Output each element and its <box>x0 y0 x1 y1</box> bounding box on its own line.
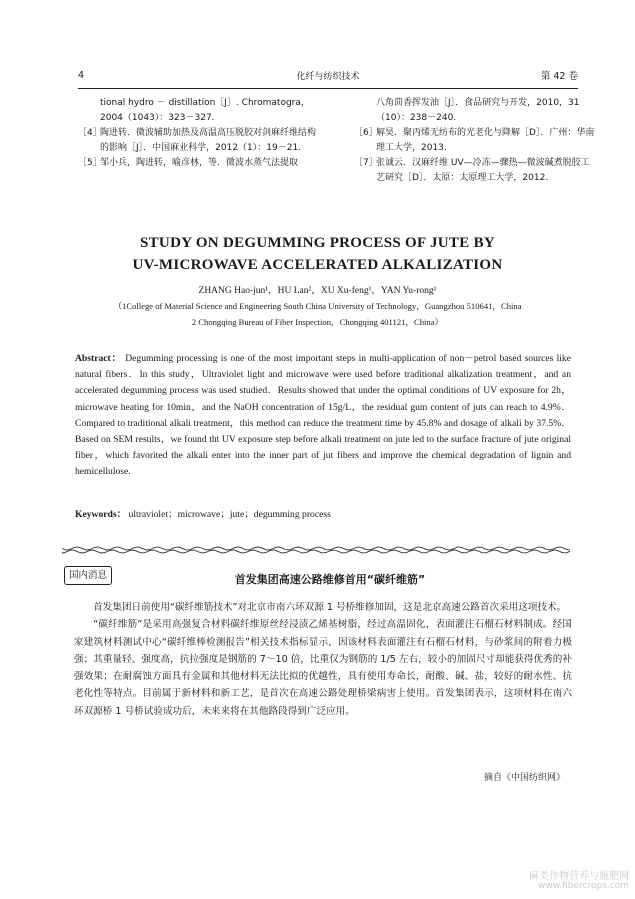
news-paragraph: 首发集团日前使用“碳纤维筋技术”对北京市南六环双源 1 号桥维修加固，这是北京高速公路首次采用这项技术。 <box>93 602 567 613</box>
keywords-label: Keywords： <box>75 509 127 520</box>
author-list: ZHANG Hao-jun¹，HU Lan²，XU Xu-feng¹，YAN Yu-rong¹ <box>198 286 437 296</box>
article-title-line: STUDY ON DEGUMMING PROCESS OF JUTE BY <box>139 235 495 251</box>
reference-item <box>78 126 321 156</box>
abstract-label: Abstract： <box>75 353 122 364</box>
reference-number: ［4］ <box>78 128 102 138</box>
wavy-divider <box>62 545 572 555</box>
news-category-tag: 国内消息 <box>64 566 112 585</box>
news-source: 摘自《中国纺织网》 <box>483 773 565 783</box>
reference-item <box>354 96 597 126</box>
reference-text: 陶进转．微波辅助加热及高温高压脱胶对剑麻纤维结构的影响［J］．中国麻业科学，2012（1）：19－21. <box>100 128 317 153</box>
page-number: 4 <box>78 70 85 81</box>
running-header <box>78 68 578 84</box>
keywords <box>75 506 571 520</box>
reference-text: 张诚云．汉麻纤维 UV—冷冻—骤热—微波碱煮脱胶工艺研究［D］．太原：太原理工大学，2012. <box>376 158 590 183</box>
reference-number: ［6］ <box>354 128 378 138</box>
reference-text: 解昊．聚丙烯无纺布的光老化与降解［D］．广州：华南理工大学，2013. <box>376 128 595 153</box>
reference-number: ［7］ <box>354 158 378 168</box>
journal-name: 化纤与纺织技术 <box>296 72 360 82</box>
reference-text: 邹小兵，陶进转，喻彦林，等．微波水蒸气法提取 <box>100 158 299 168</box>
reference-text: 八角茴香挥发油［J］．食品研究与开发，2010，31（10）：238－240. <box>376 98 580 123</box>
abstract-text: Degumming processing is one of the most important steps in multi-application of non－petrol based sources like natural fibers．In this study，Ultraviolet light and microwave were used before traditional alkalization treatment，and an accelerated degumming process was used studied．Results showed that under the optimal conditions of UV exposure for 2h，microwave heating for 10min，and the NaOH concentration of 15g/L，the residual gum content of juts can reach to 4.9%．Compared to traditional alkali treatment，this method can reduce the treatment time by 45.8% and dosage of alkali by 37.5%．Based on SEM results，we found tht UV exposure step before alkali treatment on jute led to the surface fracture of jute original fiber，which favorited the alkali enter into the inner part of jut fibers and improve the chemical degradation of lignin and hemicellulose. <box>75 353 571 478</box>
reference-item <box>78 96 321 126</box>
keywords-text: ultraviolet；microwave；jute；degumming process <box>128 509 331 520</box>
reference-item <box>78 156 321 171</box>
header-rule <box>78 88 578 89</box>
reference-item <box>354 126 597 156</box>
watermark-text: 麻类作物营养与施肥网 <box>529 871 629 882</box>
article-title-line: UV-MICROWAVE ACCELERATED ALKALIZATION <box>132 257 503 273</box>
affiliation: 2 Chongqing Bureau of Fiber Inspection，Chongqing 401121，China） <box>191 317 444 327</box>
affiliation: （1College of Material Science and Engineering South China University of Technology，Guangzhou 510641，China <box>113 301 522 311</box>
reference-item <box>354 156 597 186</box>
volume-label: 第 42 卷 <box>540 71 578 82</box>
news-paragraph: “碳纤维筋”是采用高强复合材料碳纤维原丝经浸渍乙烯基树脂，经过高温固化，表面灌注石榴石材料制成。经国家建筑材料测试中心“碳纤维棒检测报告”相关技术指标显示，因该材料表面灌注有石榴石材料，与砂浆间的附着力极强；其重量轻、强度高，抗拉强度是钢筋的 7～10 倍，比重仅为钢筋的 1/5 左右，较小的加固尺寸却能获得优秀的补强效果；在耐腐蚀方面具有金属和其他材料无法比拟的优越性，具有使用寿命长，耐酸、碱、盐，较好的耐水性、抗老化性等特点。目前属于新材料和新工艺，是首次在高速公路处理桥梁病害上使用。首发集团表示，这项材料在南六环双源桥 1 号桥试验成功后，未来来将在其他路段得到广泛应用。 <box>74 619 572 717</box>
reference-column-left <box>78 96 321 171</box>
news-body <box>74 599 572 720</box>
watermark-url: www.fibercrops.com <box>538 881 629 891</box>
reference-column-right <box>354 96 597 186</box>
news-title: 首发集团高速公路维修首用“碳纤维筋” <box>234 573 426 586</box>
article-title <box>60 232 575 276</box>
abstract <box>75 351 571 481</box>
reference-text: tional hydro － distillation［J］. Chromatogra，2004（1043）：323－327. <box>100 98 310 123</box>
reference-number: ［5］ <box>78 158 102 168</box>
